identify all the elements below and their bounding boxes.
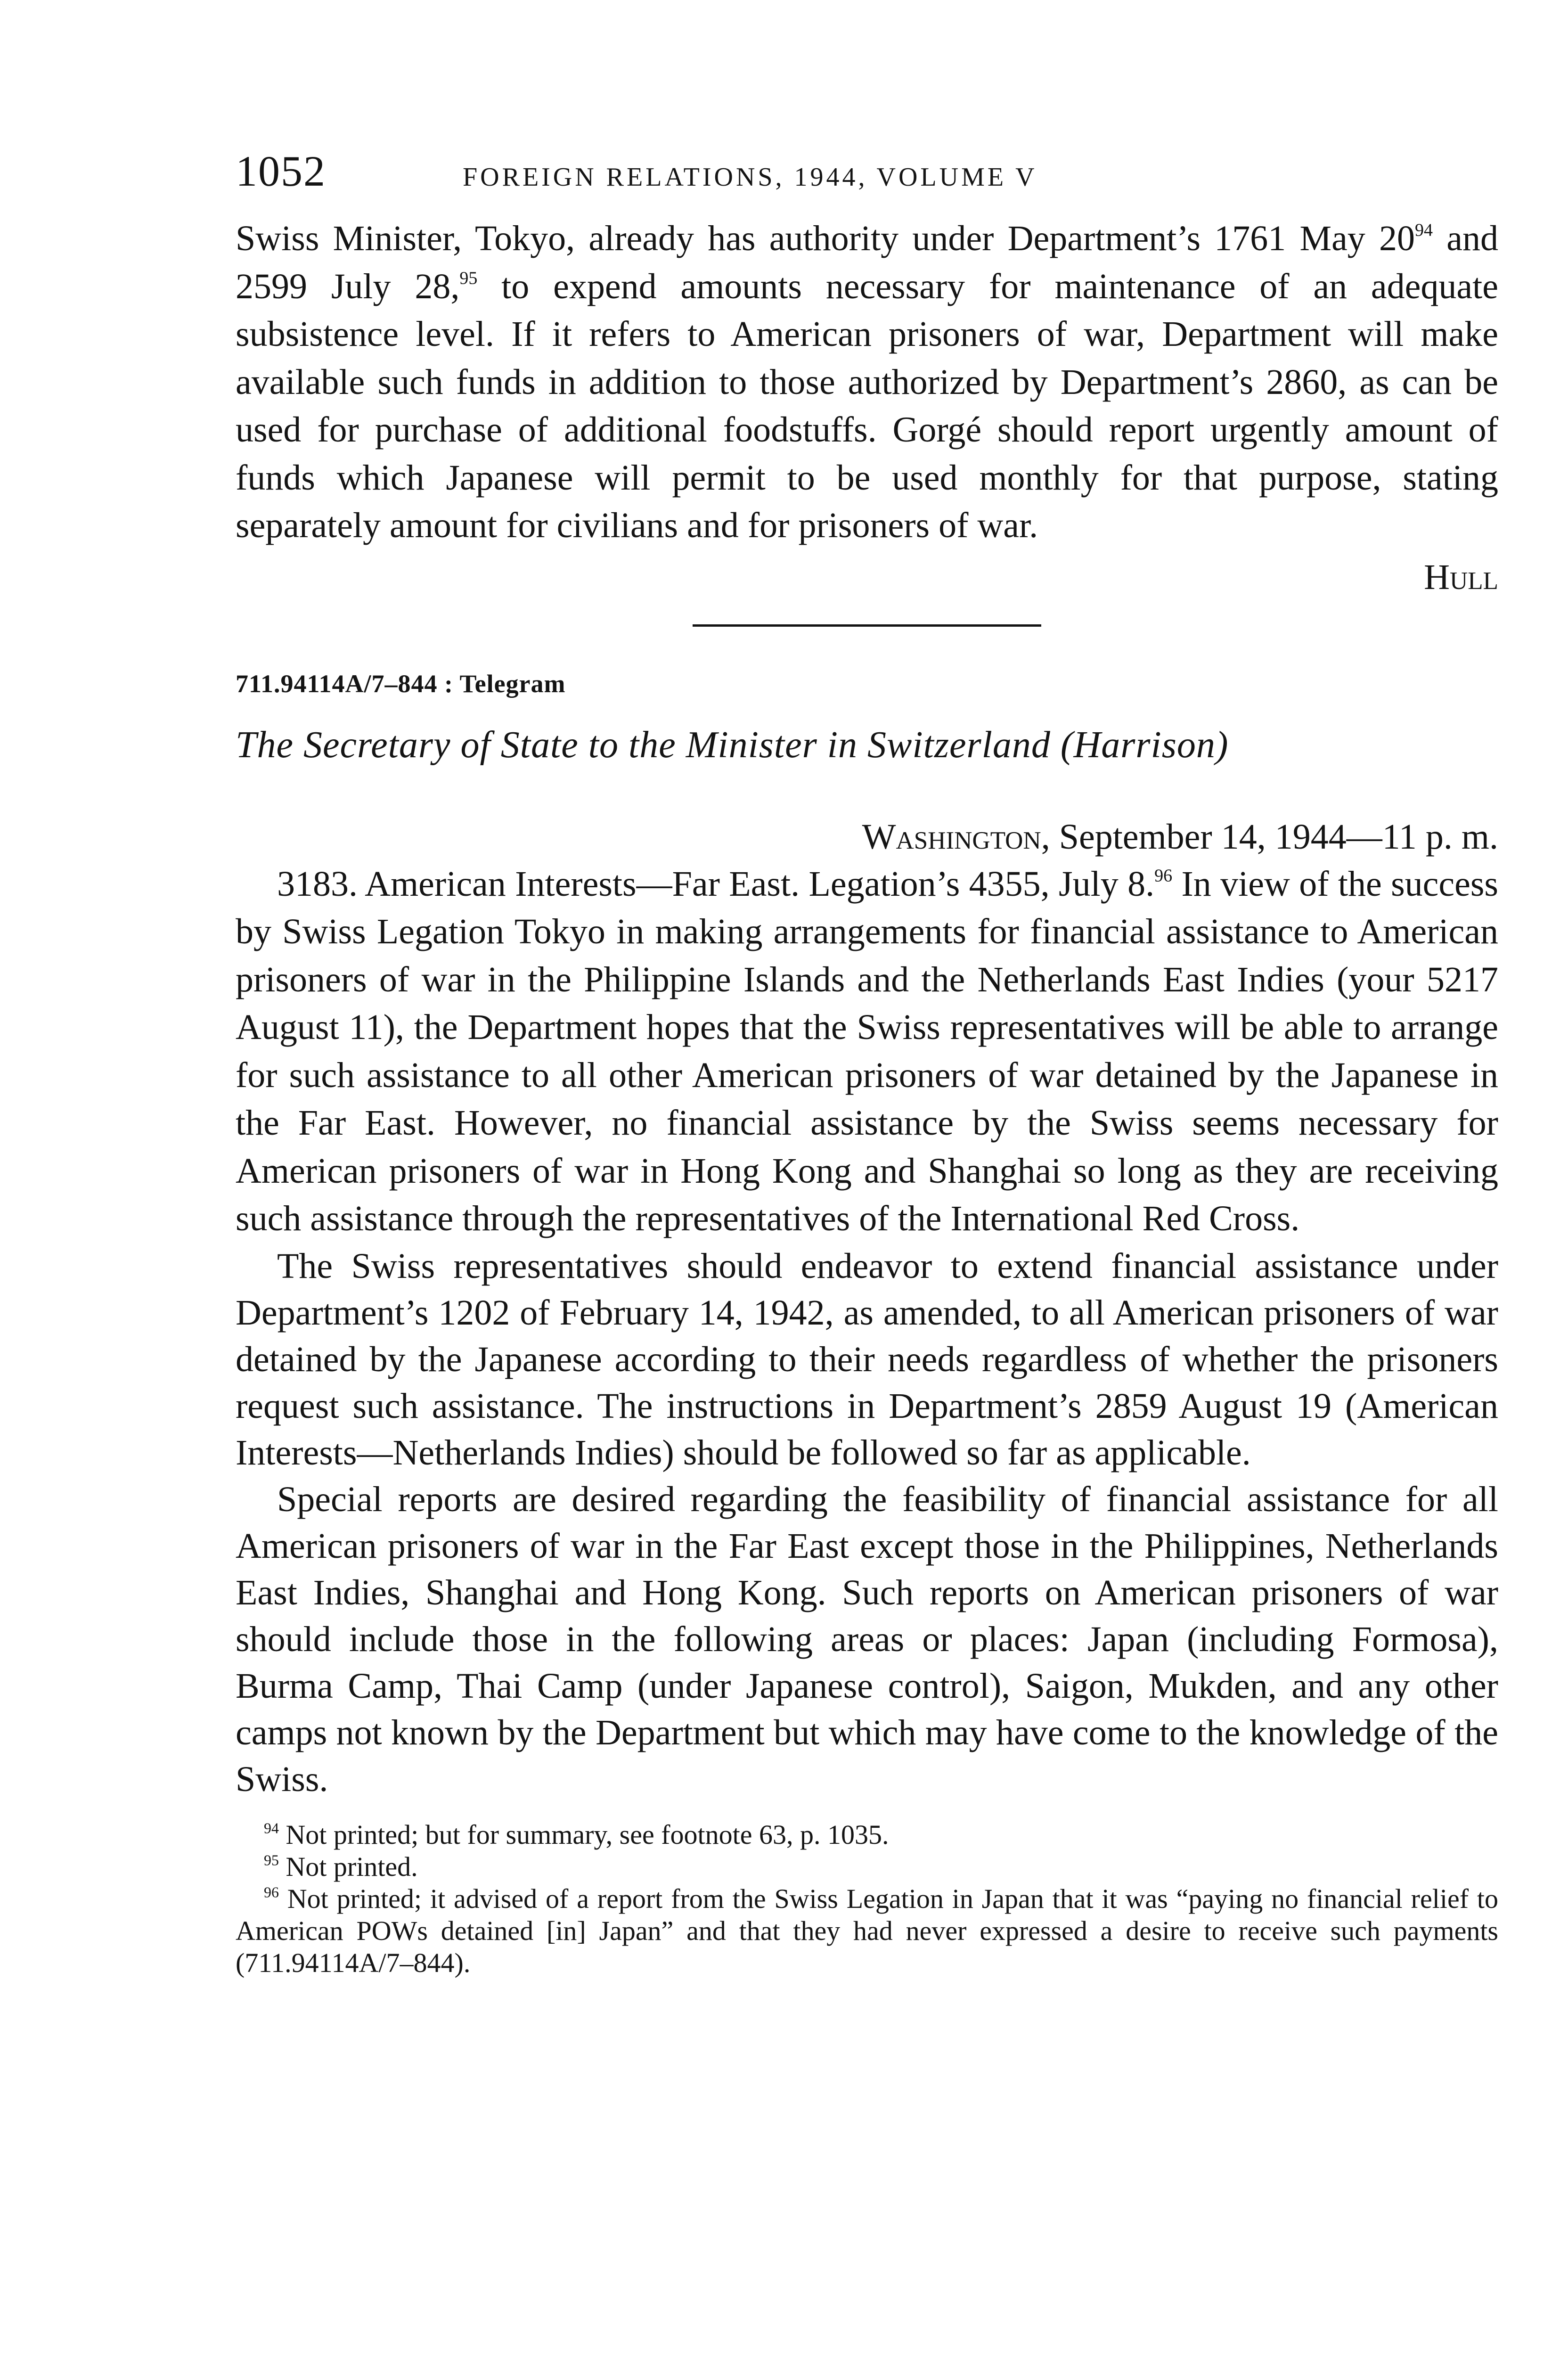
footnote — [236, 1819, 1498, 1851]
footnote — [236, 1883, 1498, 1979]
footnote-reference: 94 — [1415, 220, 1433, 240]
footnote-reference: 95 — [459, 268, 478, 288]
paragraph-text: In view of the success by Swiss Legation Tokyo in making arrangements for financial assistance to American prisoners of war in the Philippine Islands and the Netherlands East Indies (your 5217 August 11), the Department hopes that the Swiss representatives will be able to arrange for such assistance to all other American prisoners of war detained by the Japanese in the Far East. However, no financial assistance by the Swiss seems necessary for American prisoners of war in Hong Kong and Shanghai so long as they are receiving such assistance through the representatives of the International Red Cross. — [236, 864, 1498, 1238]
footnote-text: Not printed; it advised of a report from the Swiss Legation in Japan that it was “paying no financial relief to American POWs detained [in] Japan” and that they had never expressed a desire to receive such payments (711.94114A/7–844). — [236, 1883, 1499, 1978]
footnote — [236, 1851, 1498, 1883]
first-document-paragraph — [236, 215, 1498, 550]
footnotes — [236, 1819, 1498, 1979]
document-heading: The Secretary of State to the Minister in Switzerland (Harrison) — [236, 724, 1229, 766]
footnote-reference: 96 — [1154, 866, 1173, 886]
dateline — [236, 813, 1498, 860]
page-number: 1052 — [236, 147, 326, 195]
running-head — [236, 146, 1498, 196]
paragraph-text: to expend amounts necessary for maintenance of an adequate subsistence level. If it refers to American prisoners of war, Department will make available such funds in addition to those authorized by Department’s 2860, as can be used for purchase of additional foodstuffs. Gorgé should report urgently amount of funds which Japanese will permit to be used monthly for that purpose, stating separately amount for civilians and for prisoners of war. — [236, 266, 1498, 545]
telegram-paragraph-1 — [236, 860, 1498, 1243]
footnote-mark: 95 — [264, 1852, 279, 1869]
signature: Hull — [1424, 557, 1498, 597]
footnote-text: Not printed; but for summary, see footnote 63, p. 1035. — [286, 1819, 889, 1850]
file-reference: 711.94114A/7–844 : Telegram — [236, 669, 566, 698]
paragraph-text: Swiss Minister, Tokyo, already has authority under Department’s 1761 May 20 — [236, 219, 1415, 258]
dateline-date: , September 14, 1944—11 p. m. — [1041, 817, 1498, 857]
signature-row — [236, 555, 1498, 600]
footnote-mark: 96 — [264, 1884, 279, 1901]
document-page — [236, 146, 1498, 1979]
dateline-place: Washington — [862, 817, 1041, 857]
section-divider — [693, 624, 1041, 627]
running-title: FOREIGN RELATIONS, 1944, VOLUME V — [463, 163, 1037, 192]
telegram-paragraph-2: The Swiss representatives should endeavor to extend financial assistance under Department’s 1202 of February 14, 1942, as amended, to all American prisoners of war detained by the Japanese according to their needs regardless of whether the prisoners request such assistance. The instructions in Department’s 2859 August 19 (American Interests—Netherlands Indies) should be followed so far as applicable. — [236, 1246, 1498, 1472]
footnote-separator — [236, 1803, 1498, 1819]
telegram-paragraph-3: Special reports are desired regarding the feasibility of financial assistance for all American prisoners of war in the Far East except those in the Philippines, Netherlands East Indies, Shanghai and Hong Kong. Such reports on American prisoners of war should include those in the following areas or places: Japan (including Formosa), Burma Camp, Thai Camp (under Japanese control), Saigon, Mukden, and any other camps not known by the Department but which may have come to the knowledge of the Swiss. — [236, 1479, 1498, 1799]
paragraph-text: and 2599 July 28, — [236, 219, 1498, 306]
footnote-text: Not printed. — [286, 1851, 418, 1882]
paragraph-text: 3183. American Interests—Far East. Legation’s 4355, July 8. — [277, 864, 1155, 904]
footnote-mark: 94 — [264, 1820, 279, 1837]
